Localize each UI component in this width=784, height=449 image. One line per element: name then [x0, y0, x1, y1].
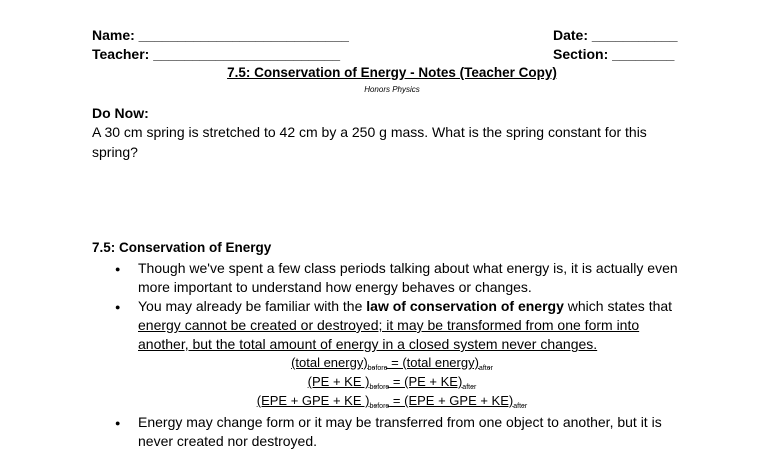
eq3-right-sub: after: [513, 403, 528, 410]
equation-pe-ke: [0, 374, 784, 391]
eq1-left: (total energy): [291, 355, 368, 370]
bullet-2-line-2: energy cannot be created or destroyed; it may be transformed from one form into: [138, 317, 640, 333]
bullet-1-marker: ●: [115, 264, 121, 274]
date-field: Date: ___________: [553, 27, 678, 43]
section-heading: 7.5: Conservation of Energy: [92, 240, 272, 255]
law-name: law of conservation of energy: [366, 298, 564, 314]
eq3-left: (EPE + GPE + KE ): [256, 393, 370, 408]
bullet-3-marker: ●: [115, 418, 121, 428]
bullet-1-line-2: more important to understand how energy behaves or changes.: [138, 279, 532, 295]
teacher-field: Teacher: ________________________: [92, 46, 341, 62]
eq3-right: = (EPE + GPE + KE): [389, 393, 514, 408]
equation-total-energy: [0, 355, 784, 372]
eq3-left-sub: before: [369, 403, 390, 410]
law-intro-text: You may already be familiar with the: [138, 298, 367, 314]
document-subtitle: Honors Physics: [364, 85, 420, 94]
eq2-right: = (PE + KE): [389, 374, 463, 389]
bullet-2-line-1: [138, 298, 672, 314]
name-field: Name: ___________________________: [92, 27, 349, 43]
bullet-1-line-1: Though we've spent a few class periods talking about what energy is, it is actually even: [138, 260, 678, 276]
bullet-3-line-1: Energy may change form or it may be transferred from one object to another, but it is: [138, 414, 662, 430]
eq1-right-sub: after: [478, 365, 493, 372]
eq1-right: = (total energy): [387, 355, 479, 370]
do-now-line-2: spring?: [92, 144, 138, 160]
bullet-3-line-2: never created nor destroyed.: [138, 433, 317, 449]
eq2-left-sub: before: [369, 384, 390, 391]
section-field: Section: ________: [553, 46, 675, 62]
do-now-heading: Do Now:: [92, 105, 149, 121]
do-now-line-1: A 30 cm spring is stretched to 42 cm by a 250 g mass. What is the spring constant for this: [92, 124, 647, 140]
bullet-2-line-3: another, but the total amount of energy in a closed system never changes.: [138, 336, 598, 352]
bullet-2-marker: ●: [115, 302, 121, 312]
law-tail-text: which states that: [563, 298, 673, 314]
document-title: 7.5: Conservation of Energy - Notes (Teacher Copy): [227, 65, 557, 80]
eq2-left: (PE + KE ): [307, 374, 370, 389]
equation-epe-gpe-ke: [0, 393, 784, 410]
eq2-right-sub: after: [462, 384, 477, 391]
eq1-left-sub: before: [367, 365, 388, 372]
